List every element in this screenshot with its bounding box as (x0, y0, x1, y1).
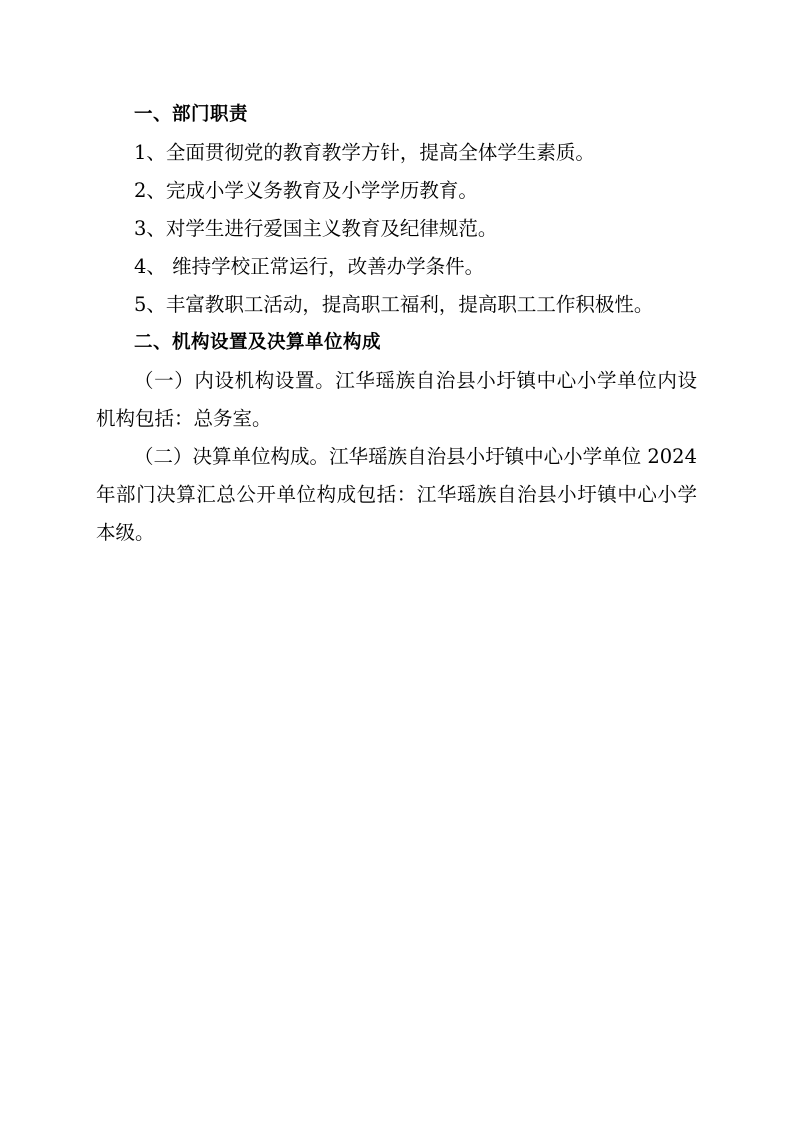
document-body (96, 96, 697, 552)
section-department-duties (96, 96, 697, 324)
section-heading-department-duties: 一、部门职责 (134, 104, 249, 125)
duty-item-1: 1、全面贯彻党的教育教学方针，提高全体学生素质。 (134, 141, 595, 164)
duty-item-2: 2、完成小学义务教育及小学学历教育。 (134, 179, 478, 202)
org-paragraph-internal-structure: （一）内设机构设置。江华瑶族自治县小圩镇中心小学单位内设机构包括：总务室。 (96, 369, 697, 430)
duty-item-4: 4、 维持学校正常运行，改善办学条件。 (134, 255, 485, 278)
org-paragraph-final-account-units: （二）决算单位构成。江华瑶族自治县小圩镇中心小学单位 2024 年部门决算汇总公开单位构成包括：江华瑶族自治县小圩镇中心小学本级。 (96, 445, 697, 544)
duty-item-5: 5、丰富教职工活动，提高职工福利，提高职工工作积极性。 (134, 293, 654, 316)
section-organization-structure (96, 324, 697, 552)
duty-item-3: 3、对学生进行爱国主义教育及纪律规范。 (134, 217, 498, 240)
section-heading-organization-structure: 二、机构设置及决算单位构成 (134, 332, 382, 353)
